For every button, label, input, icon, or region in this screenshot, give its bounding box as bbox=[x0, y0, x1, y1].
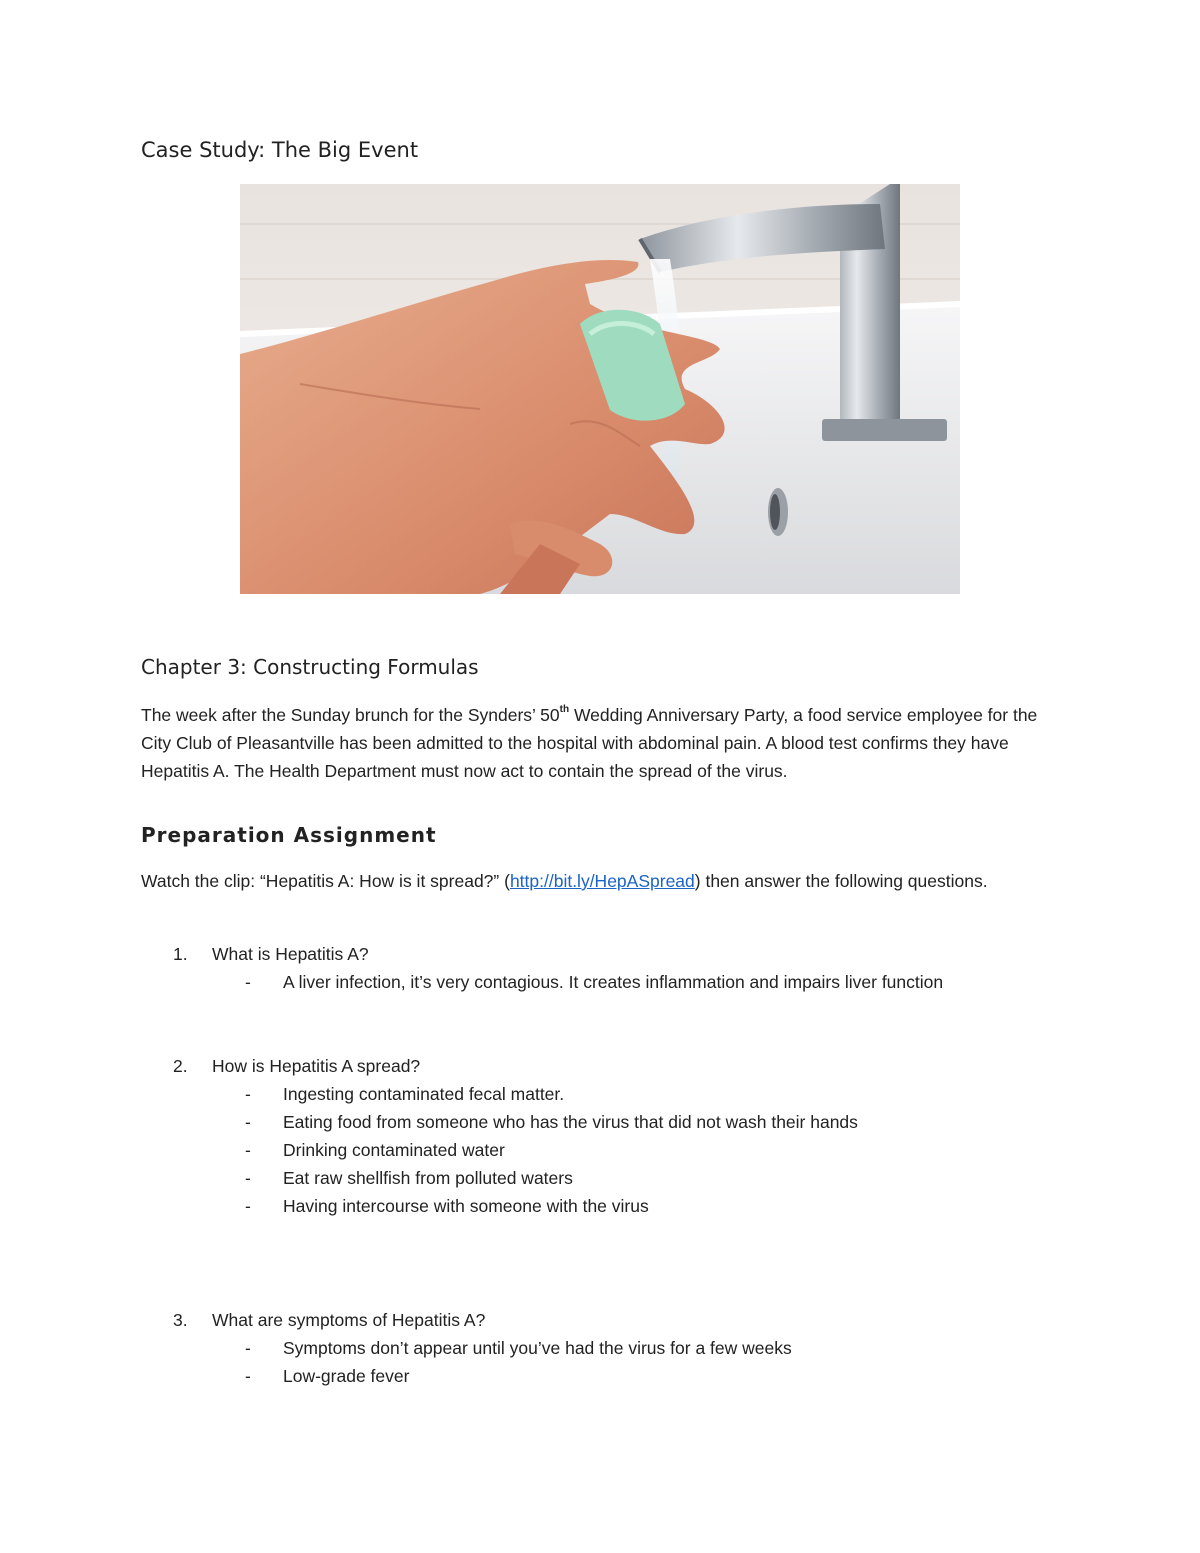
intro-text-start: The week after the Sunday brunch for the Synders’ 50 bbox=[141, 704, 560, 725]
question-line bbox=[173, 1052, 1073, 1080]
question-number: 2. bbox=[173, 1056, 188, 1076]
question-text: How is Hepatitis A spread? bbox=[212, 1056, 421, 1076]
section-heading: Preparation Assignment bbox=[141, 823, 437, 847]
question-text: What are symptoms of Hepatitis A? bbox=[212, 1310, 486, 1330]
answer-list bbox=[173, 968, 1073, 996]
bullet-dash: - bbox=[245, 1366, 251, 1386]
bullet-dash: - bbox=[245, 1196, 251, 1216]
chapter-title: Chapter 3: Constructing Formulas bbox=[141, 655, 479, 679]
question-text: What is Hepatitis A? bbox=[212, 944, 369, 964]
question-number: 3. bbox=[173, 1310, 188, 1330]
answer-text: Eat raw shellfish from polluted waters bbox=[283, 1168, 573, 1188]
answer-item bbox=[173, 1080, 1073, 1108]
answer-text: Ingesting contaminated fecal matter. bbox=[283, 1084, 565, 1104]
answer-item bbox=[173, 1192, 1073, 1220]
answer-list bbox=[173, 1334, 1073, 1390]
instructions-text-start: Watch the clip: “Hepatitis A: How is it spread?” ( bbox=[141, 871, 510, 891]
ordinal-superscript: th bbox=[559, 704, 570, 715]
video-link[interactable]: http://bit.ly/HepASpread bbox=[509, 871, 695, 891]
intro-text-end: Wedding Anniversary Party, a food service employee for the City Club of Pleasantville has been admitted to the hospital with abdominal pain. A blood test confirms they have Hepatitis A. The Health Department must now act to contain the spread of the virus. bbox=[141, 704, 1038, 781]
answer-item bbox=[173, 1136, 1073, 1164]
answer-text: Drinking contaminated water bbox=[283, 1140, 505, 1160]
question-line bbox=[173, 940, 1073, 968]
bullet-dash: - bbox=[245, 1112, 251, 1132]
question-1 bbox=[173, 940, 1073, 996]
answer-item bbox=[173, 1334, 1073, 1362]
answer-item bbox=[173, 1164, 1073, 1192]
bullet-dash: - bbox=[245, 1084, 251, 1104]
handwashing-photo bbox=[240, 184, 960, 594]
answer-text: A liver infection, it’s very contagious. It creates inflammation and impairs liver function bbox=[283, 972, 944, 992]
answer-item bbox=[173, 968, 1073, 996]
intro-paragraph bbox=[141, 698, 1071, 785]
bullet-dash: - bbox=[245, 1168, 251, 1188]
answer-item bbox=[173, 1108, 1073, 1136]
question-2 bbox=[173, 1052, 1073, 1220]
question-number: 1. bbox=[173, 944, 188, 964]
answer-text: Symptoms don’t appear until you’ve had the virus for a few weeks bbox=[283, 1338, 792, 1358]
bullet-dash: - bbox=[245, 1140, 251, 1160]
answer-text: Low-grade fever bbox=[283, 1366, 410, 1386]
page-title: Case Study: The Big Event bbox=[141, 138, 419, 162]
answer-list bbox=[173, 1080, 1073, 1220]
bullet-dash: - bbox=[245, 972, 251, 992]
bullet-dash: - bbox=[245, 1338, 251, 1358]
instructions-text-end: ) then answer the following questions. bbox=[694, 871, 988, 891]
answer-item bbox=[173, 1362, 1073, 1390]
instructions-paragraph bbox=[141, 867, 1071, 895]
answer-text: Having intercourse with someone with the virus bbox=[283, 1196, 649, 1216]
question-line bbox=[173, 1306, 1073, 1334]
answer-text: Eating food from someone who has the virus that did not wash their hands bbox=[283, 1112, 858, 1132]
question-3 bbox=[173, 1306, 1073, 1390]
